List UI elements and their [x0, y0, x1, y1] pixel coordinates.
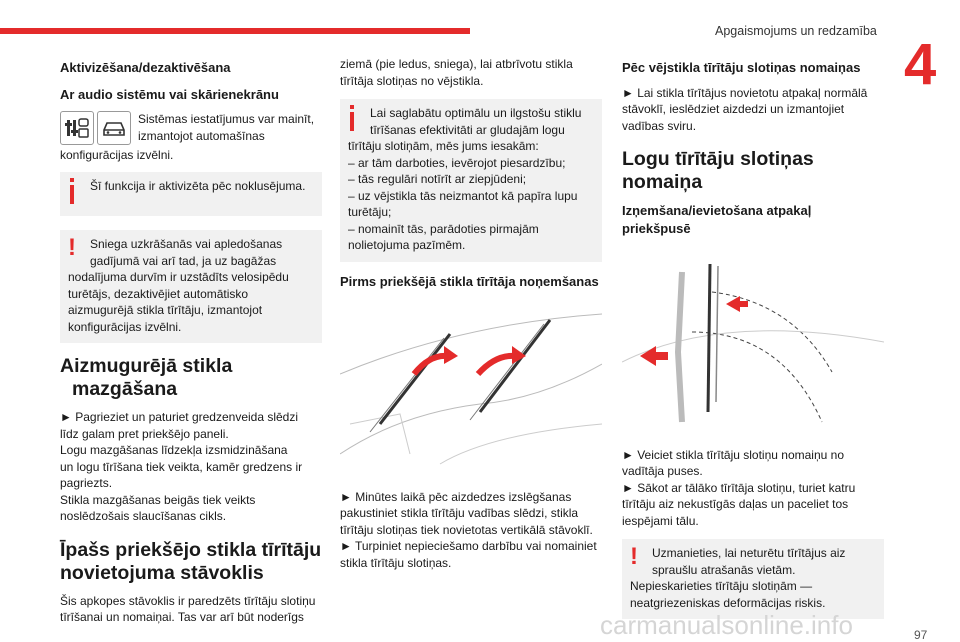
- heading-after-replacement: Pēc vējstikla tīrītāju slotiņas nomaiņas: [622, 60, 861, 75]
- heading-before-removal: Pirms priekšējā stikla tīrītāja noņemšanas: [340, 273, 599, 289]
- column-3: [622, 56, 884, 629]
- heading-front-removal: Izņemšana/ievietošana atpakaļ priekšpusē: [622, 203, 812, 236]
- warning-note: [60, 230, 322, 343]
- paragraph: konfigurācijas izvēlni.: [60, 148, 174, 162]
- icons-text-line: izmantojot automašīnas: [138, 128, 265, 143]
- rear-wash-text: ► Pagrieziet un paturiet gredzenveida slēdzi līdz galam pret priekšējo paneli. Logu mazgāšanas līdzekļa izsmidzināšana un logu tīrīšana tiek veikta, kamēr gredzens ir pagriezts. Stikla mazgāšanas beigās tiek veikts noslēdzošais slaucīšanas cikls.: [60, 410, 303, 523]
- car-icon: [97, 111, 131, 145]
- heading-blade-replacement: Logu tīrītāju slotiņas nomaiņa: [622, 148, 814, 193]
- warning-text-line: gadījumā vai arī tad, ja uz bagāžas: [90, 253, 277, 268]
- warning-icon: !: [68, 234, 76, 261]
- vehicle-settings-icon: [60, 111, 94, 145]
- settings-icons-row: [60, 111, 322, 145]
- warning-text-line: konfigurācijas izvēlni.: [68, 319, 182, 334]
- section-title: Apgaismojums un redzamība: [715, 24, 877, 38]
- watermark: carmanualsonline.info: [600, 610, 853, 640]
- heading-activation: Aktivizēšana/dezaktivēšana: [60, 60, 231, 75]
- warning-text-line: Sniega uzkrāšanās vai apledošanas: [90, 237, 283, 251]
- warning-text-line: aizmugurējā stikla tīrītāju, izmantojot: [68, 303, 263, 317]
- chapter-number: 4: [904, 32, 937, 97]
- info-note-text: Šī funkcija ir aktivizēta pēc noklusējuma.: [90, 178, 306, 193]
- paragraph-line: tīrītāja slotiņas no vējstikla.: [340, 73, 484, 88]
- wipers-vertical-illustration: [340, 304, 602, 474]
- info-note: [60, 172, 322, 217]
- column-1: [60, 56, 322, 626]
- wiper-lift-illustration: [622, 252, 884, 432]
- column-2: [340, 56, 602, 571]
- heading-rear-wash: Aizmugurējā stikla mazgāšana: [60, 355, 233, 400]
- before-removal-text: ► Minūtes laikā pēc aizdedzes izslēgšanas pakustiniet stikla tīrītāju vadības slēdzi, stikla tīrītāju slotiņas tiek novietotas vertikālā stāvoklī. ► Turpiniet nepieciešamo darbību vai nomainiet stikla tīrītāju slotiņas.: [340, 489, 597, 570]
- paragraph-line: ziemā (pie ledus, sniega), lai atbrīvotu stikla: [340, 57, 573, 71]
- info-icon: [348, 105, 356, 131]
- warning-text-line: nodalījuma durvīm ir uzstādīts velosipēdu: [68, 270, 289, 284]
- header-accent-bar: [0, 28, 470, 34]
- front-removal-text: ► Veiciet stikla tīrītāju slotiņu nomaiņu no vadītāja puses. ► Sākot ar tālāko tīrītāja slotiņu, turiet katru tīrītāju aiz nekustīgās daļas un paceliet tos iespējami tālu.: [622, 447, 856, 528]
- icons-text-line: Sistēmas iestatījumus var mainīt,: [138, 112, 315, 126]
- warning-text-line: turētājs, dezaktivējiet automātisko: [68, 286, 249, 301]
- info-icon: [68, 178, 76, 204]
- heading-special-position: Īpašs priekšējo stikla tīrītāju novietojuma stāvoklis: [60, 538, 322, 584]
- info-note-blades: Lai saglabātu optimālu un ilgstošu stiklu tīrīšanas efektivitāti ar gludajām logu tīrītāju slotiņām, mēs jums iesakām: – ar tām darboties, ievērojot piesardzību; – tās regulāri notīrīt ar ziepjūdeni; – uz vējstikla tās neizmantot kā papīra lupu turētāju; – nomainīt tās, parādoties pirmajām nolietojuma pazīmēm.: [340, 99, 602, 262]
- page-number: 97: [914, 628, 928, 642]
- special-position-text: Šis apkopes stāvoklis ir paredzēts tīrītāju slotiņu tīrīšanai un nomaiņai. Tas var arī būt noderīgs: [60, 593, 316, 624]
- heading-audio-system: Ar audio sistēmu vai skārienekrānu: [60, 86, 279, 102]
- warning-note-springs: ! Uzmanieties, lai neturētu tīrītājus aiz spraušlu atrašanās vietām. Nepieskarieties tīrītāju slotiņām — neatgriezeniskas deformācijas riskis.: [622, 539, 884, 619]
- after-replacement-text: ► Lai stikla tīrītājus novietotu atpakaļ normālā stāvoklī, ieslēdziet aizdedzi un izmantojiet vadības sviru.: [622, 85, 868, 133]
- warning-icon: !: [630, 543, 638, 570]
